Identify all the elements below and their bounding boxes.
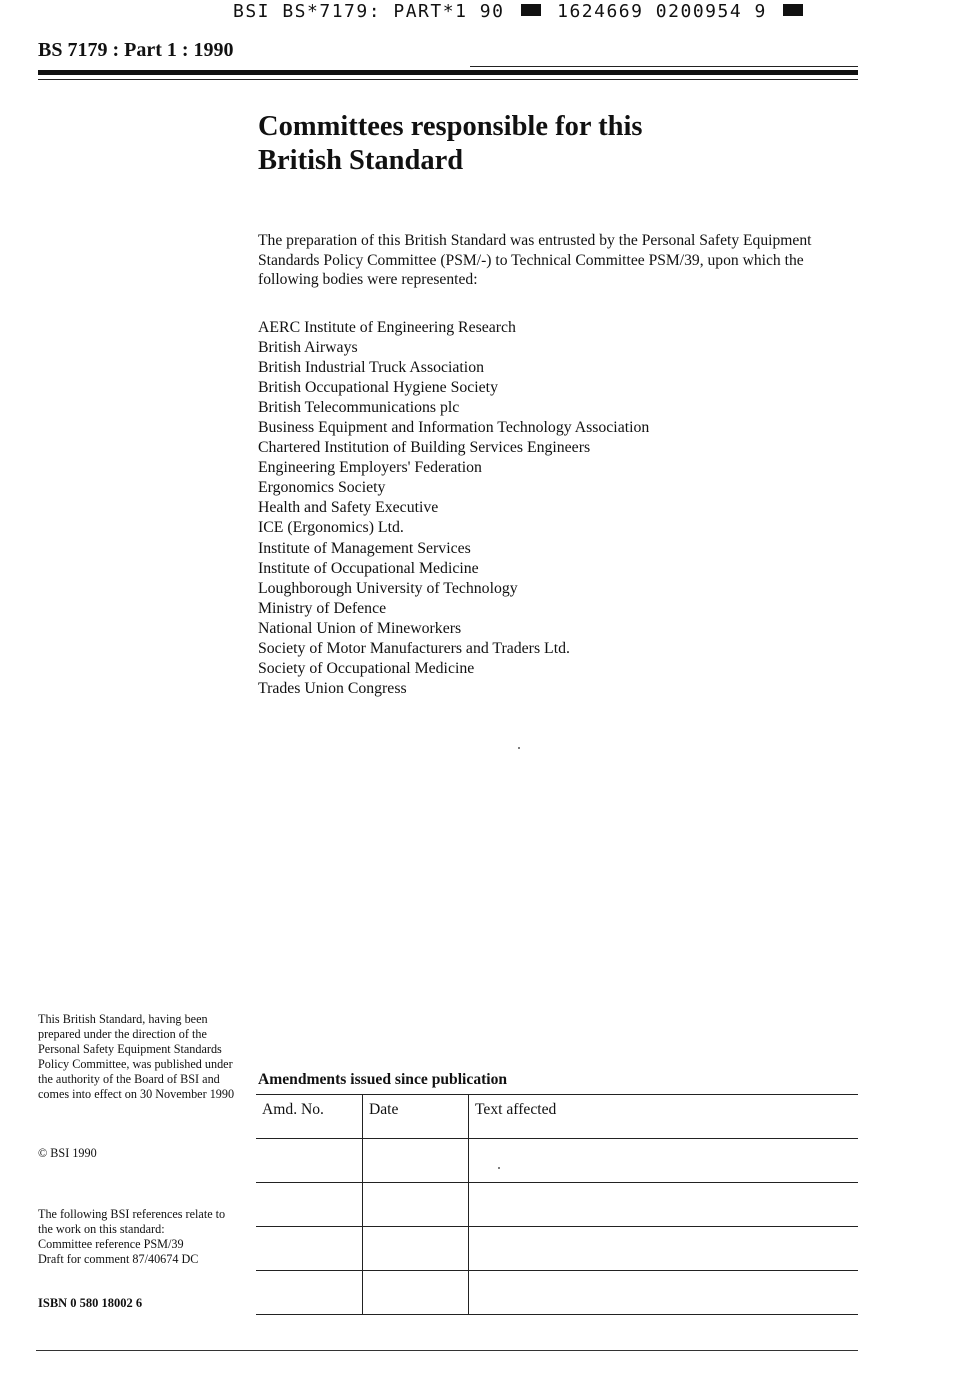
table-cell — [469, 1139, 859, 1183]
scan-code-right: 1624669 0200954 9 — [557, 1, 767, 22]
barcode-block-icon — [521, 4, 541, 16]
committee-reference: Committee reference PSM/39 — [38, 1237, 184, 1251]
title-line-1: Committees responsible for this — [258, 111, 643, 142]
scan-code-left: BSI BS*7179: PART*1 90 — [233, 1, 505, 22]
list-item: Institute of Occupational Medicine — [258, 559, 479, 577]
refs-intro: The following BSI references relate to the work on this standard: — [38, 1207, 226, 1236]
table-cell — [256, 1139, 363, 1183]
standard-reference: BS 7179 : Part 1 : 1990 — [38, 39, 234, 61]
intro-paragraph: The preparation of this British Standard was entrusted by the Personal Safety Equipment Standards Policy Committee (PSM/-) to Technical Committee PSM/39, upon which the following bodies were represented: — [258, 232, 812, 288]
draft-reference: Draft for comment 87/40674 DC — [38, 1252, 199, 1266]
list-item: Engineering Employers' Federation — [258, 459, 482, 477]
bsi-references — [38, 1207, 243, 1267]
header-rule-short — [470, 66, 858, 67]
list-item: British Occupational Hygiene Society — [258, 379, 498, 397]
scan-speck — [518, 747, 520, 749]
amendments-table — [256, 1094, 858, 1315]
table-cell — [256, 1183, 363, 1227]
scan-code-line — [233, 0, 807, 24]
table-cell — [363, 1183, 469, 1227]
list-item: Loughborough University of Technology — [258, 579, 518, 597]
isbn: ISBN 0 580 18002 6 — [38, 1296, 143, 1310]
table-header-row — [256, 1095, 858, 1139]
footer-rule — [36, 1350, 858, 1351]
amendments-title: Amendments issued since publication — [258, 1071, 508, 1088]
list-item: Society of Motor Manufacturers and Traders Ltd. — [258, 639, 570, 657]
list-item: Society of Occupational Medicine — [258, 659, 475, 677]
list-item: Business Equipment and Information Technology Association — [258, 419, 650, 437]
header-rule-thick — [38, 70, 858, 75]
list-item: National Union of Mineworkers — [258, 619, 462, 637]
column-header-date: Date — [363, 1095, 469, 1139]
table-row — [256, 1271, 858, 1315]
table-cell — [469, 1271, 859, 1315]
represented-bodies-list — [258, 318, 649, 699]
table-cell — [363, 1139, 469, 1183]
header-rule-under — [38, 79, 858, 80]
scan-speck — [498, 1167, 500, 1169]
table-row — [256, 1227, 858, 1271]
table-row — [256, 1139, 858, 1183]
table-cell — [469, 1183, 859, 1227]
list-item: Trades Union Congress — [258, 679, 407, 697]
table-cell — [363, 1227, 469, 1271]
list-item: British Telecommunications plc — [258, 399, 460, 417]
list-item: Ergonomics Society — [258, 479, 386, 497]
list-item: Chartered Institution of Building Services Engineers — [258, 439, 591, 457]
table-cell — [363, 1271, 469, 1315]
column-header-amd-no: Amd. No. — [256, 1095, 363, 1139]
list-item: British Airways — [258, 339, 358, 357]
table-row — [256, 1183, 858, 1227]
list-item: Ministry of Defence — [258, 599, 387, 617]
list-item: AERC Institute of Engineering Research — [258, 319, 516, 336]
list-item: Health and Safety Executive — [258, 499, 439, 517]
copyright-notice: © BSI 1990 — [38, 1146, 97, 1160]
column-header-text-affected: Text affected — [469, 1095, 859, 1139]
barcode-block-icon — [783, 4, 803, 16]
table-cell — [256, 1227, 363, 1271]
table-cell — [256, 1271, 363, 1315]
list-item: ICE (Ergonomics) Ltd. — [258, 519, 404, 537]
list-item: British Industrial Truck Association — [258, 359, 484, 377]
page-title — [258, 110, 858, 178]
publication-note: This British Standard, having been prepared under the direction of the Personal Safety Equipment Standards Policy Committee, was published under the authority of the Board of BSI and comes into effect on 30 November 1990 — [38, 1012, 235, 1101]
list-item: Institute of Management Services — [258, 539, 471, 557]
title-line-2: British Standard — [258, 145, 464, 176]
table-cell — [469, 1227, 859, 1271]
